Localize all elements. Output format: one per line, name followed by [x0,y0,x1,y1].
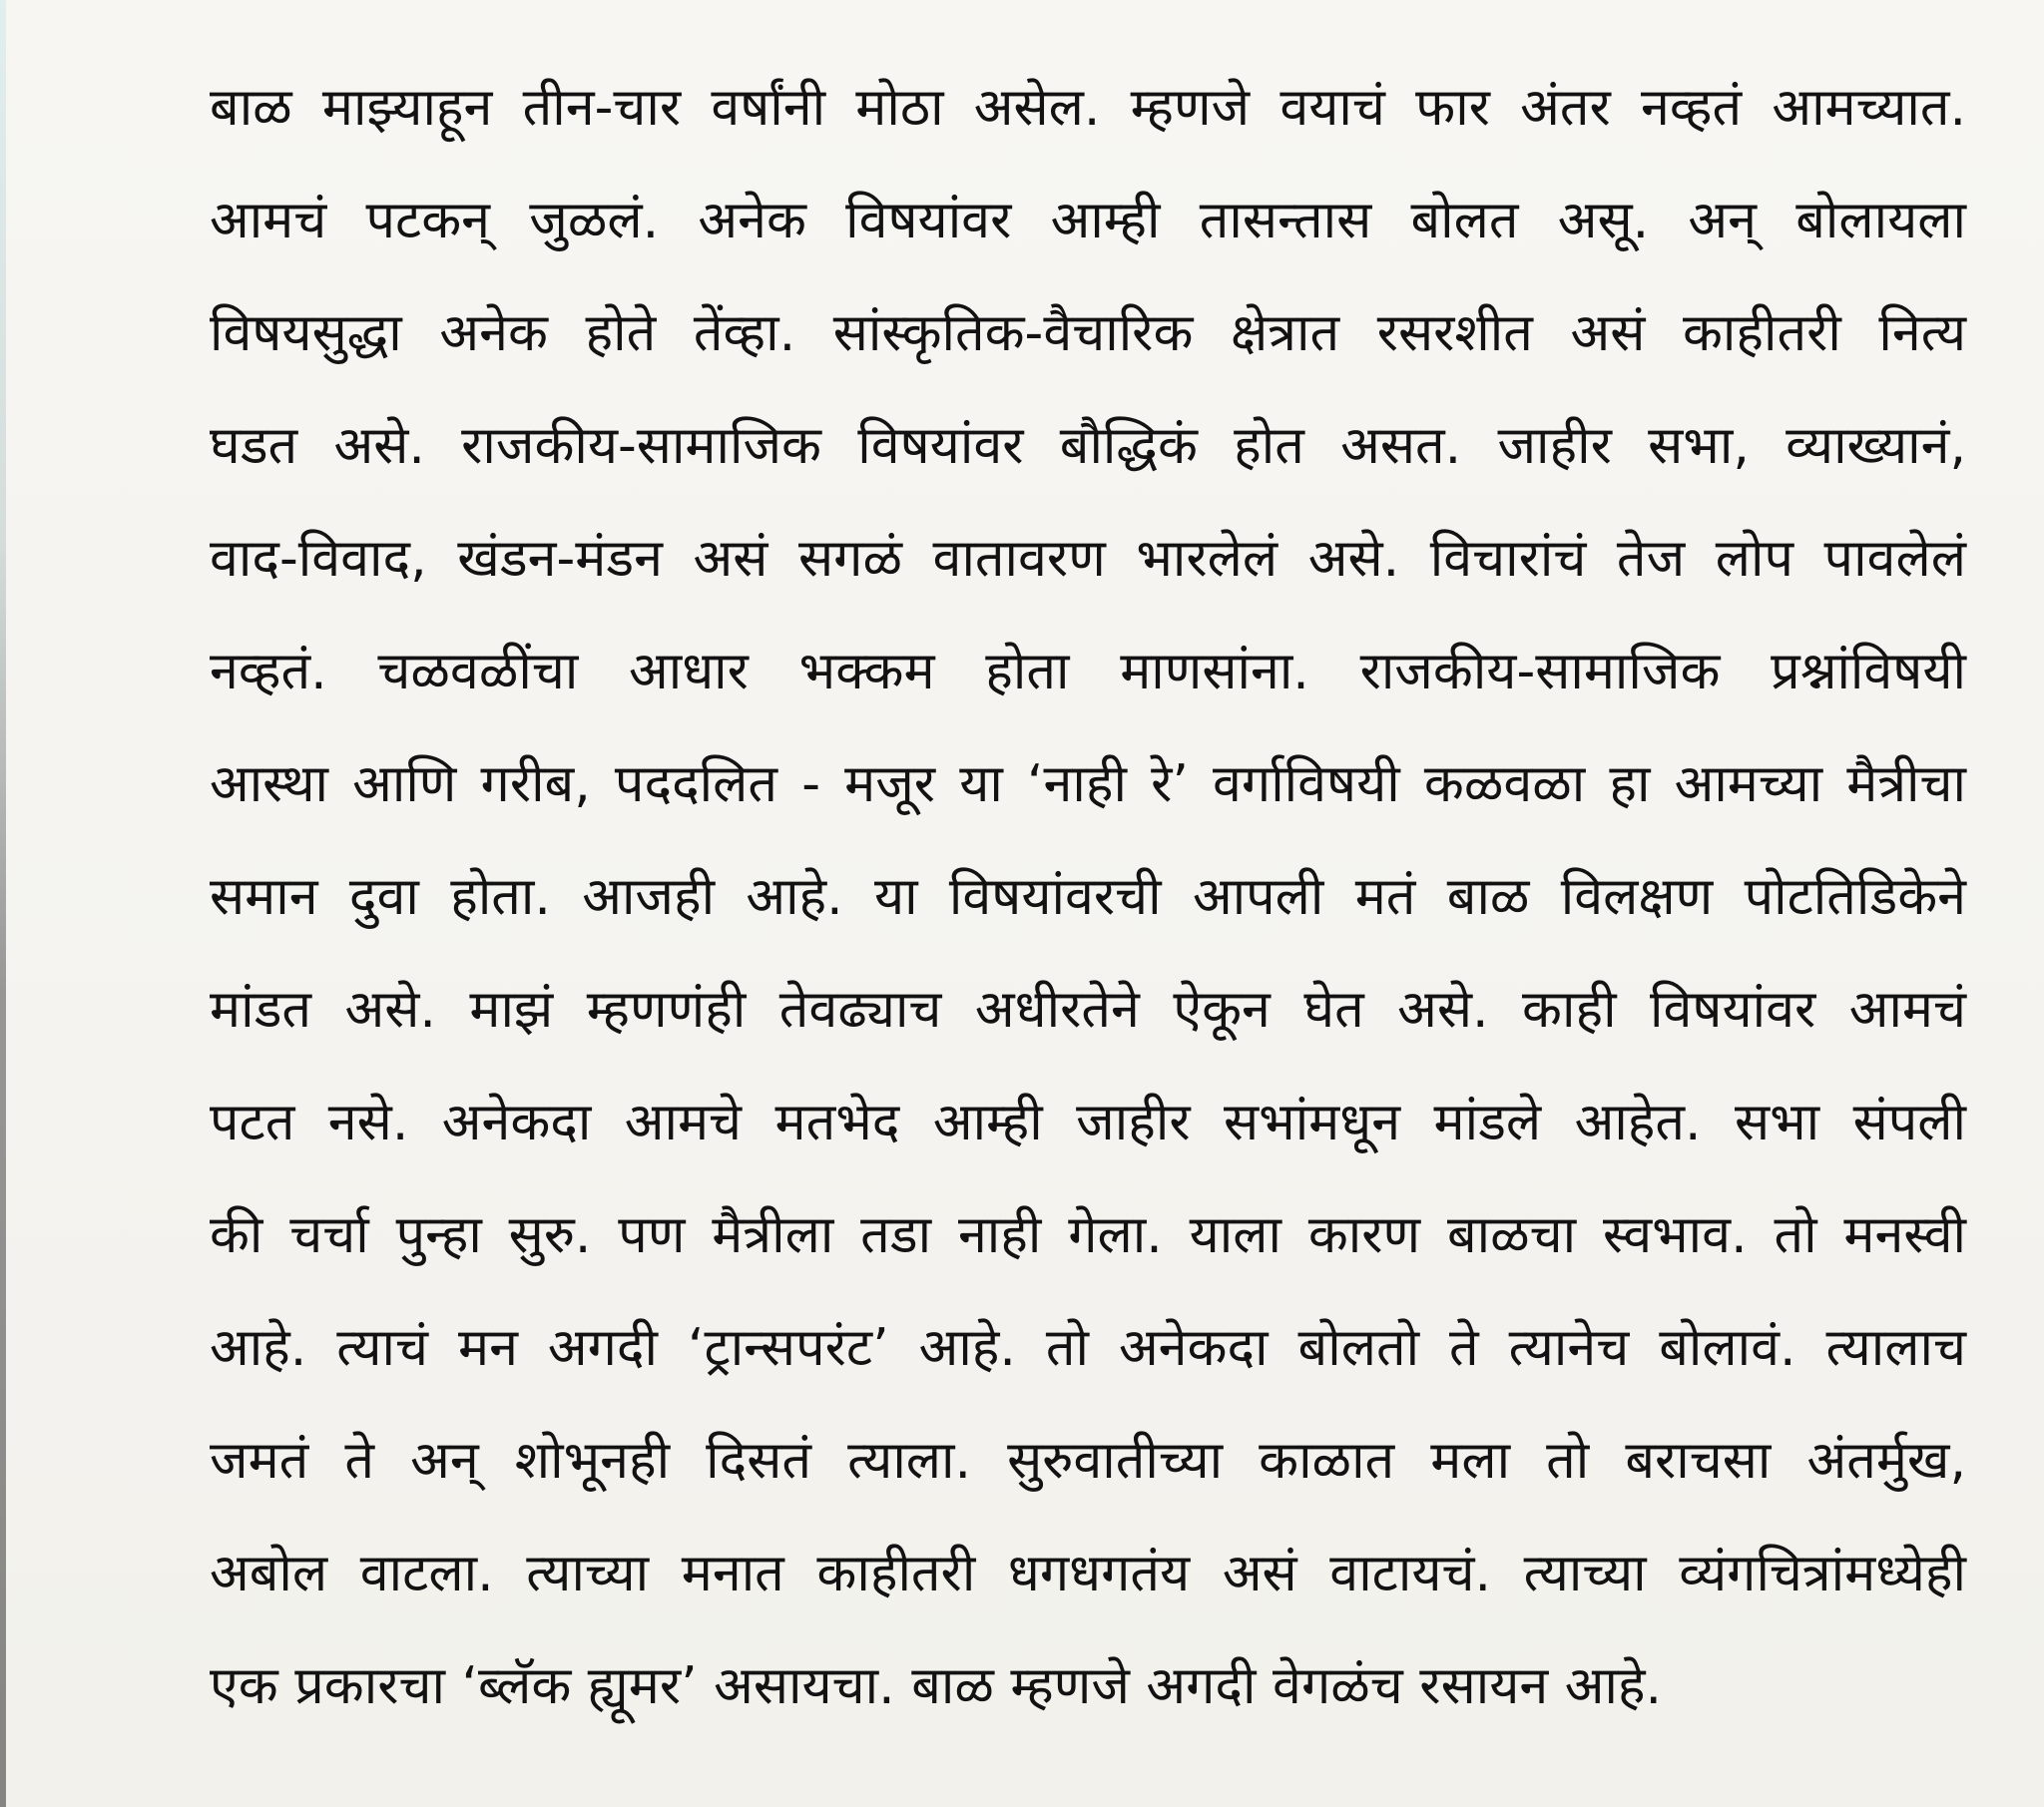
text-line: घडत असे. राजकीय-सामाजिक विषयांवर बौद्धिकं होत असत. जाहीर सभा, व्याख्यानं, [210,416,1966,476]
text-line: आहे. त्याचं मन अगदी ‘ट्रान्सपरंट’ आहे. तो अनेकदा बोलतो ते त्यानेच बोलावं. त्यालाच [210,1318,1966,1378]
text-line: वाद-विवाद, खंडन-मंडन असं सगळं वातावरण भारलेलं असे. विचारांचं तेज लोप पावलेलं [210,529,1966,589]
text-line: पटत नसे. अनेकदा आमचे मतभेद आम्ही जाहीर सभांमधून मांडले आहेत. सभा संपली [210,1093,1966,1152]
text-line: आमचं पटकन् जुळलं. अनेक विषयांवर आम्ही तासन्तास बोलत असू. अन् बोलायला [210,191,1966,250]
text-line: आस्था आणि गरीब, पददलित - मजूर या ‘नाही रे’ वर्गाविषयी कळवळा हा आमच्या मैत्रीचा [210,754,1966,814]
text-line: विषयसुद्धा अनेक होते तेंव्हा. सांस्कृतिक-वैचारिक क्षेत्रात रसरशीत असं काहीतरी नित्य [210,303,1966,363]
text-line: समान दुवा होता. आजही आहे. या विषयांवरची आपली मतं बाळ विलक्षण पोटतिडिकेने [210,867,1966,927]
text-line: नव्हतं. चळवळींचा आधार भक्कम होता माणसांना. राजकीय-सामाजिक प्रश्नांविषयी [210,642,1966,701]
text-line: की चर्चा पुन्हा सुरु. पण मैत्रीला तडा नाही गेला. याला कारण बाळचा स्वभाव. तो मनस्वी [210,1205,1966,1265]
text-line: अबोल वाटला. त्याच्या मनात काहीतरी धगधगतंय असं वाटायचं. त्याच्या व्यंगचित्रांमध्येही [210,1544,1966,1603]
text-line: मांडत असे. माझं म्हणणंही तेवढ्याच अधीरतेने ऐकून घेत असे. काही विषयांवर आमचं [210,980,1966,1040]
page-edge-shadow [0,0,6,1807]
text-line: बाळ माझ्याहून तीन-चार वर्षांनी मोठा असेल. म्हणजे वयाचं फार अंतर नव्हतं आमच्यात. [210,78,1966,138]
text-line: एक प्रकारचा ‘ब्लॅक ह्यूमर’ असायचा. बाळ म्हणजे अगदी वेगळंच रसायन आहे. [210,1656,1663,1716]
text-line: जमतं ते अन् शोभूनही दिसतं त्याला. सुरुवातीच्या काळात मला तो बराचसा अंतर्मुख, [210,1431,1966,1491]
